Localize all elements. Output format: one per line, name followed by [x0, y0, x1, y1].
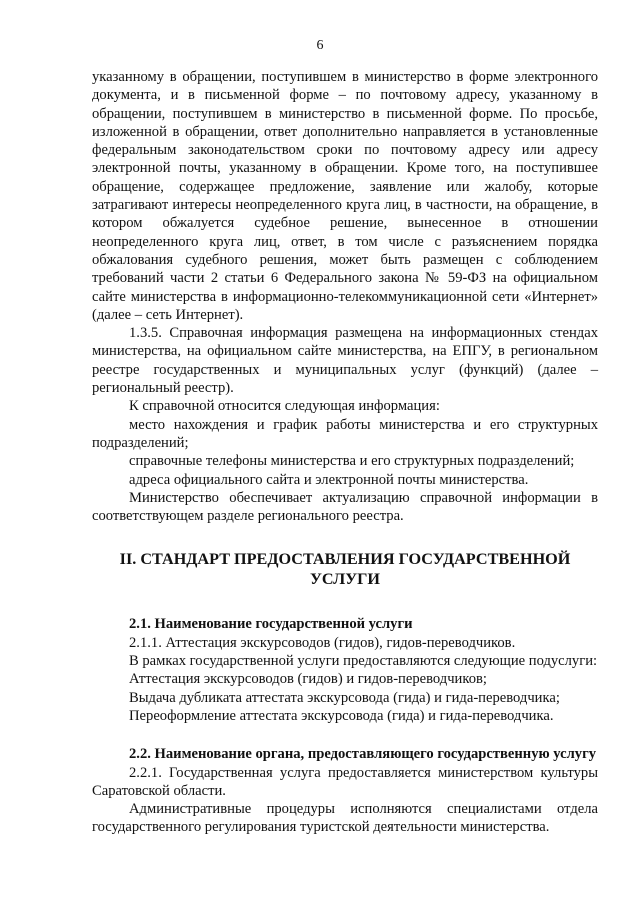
paragraph-reference-location: место нахождения и график работы министерства и его структурных подразделений;	[92, 416, 598, 451]
paragraph-actualization: Министерство обеспечивает актуализацию справочной информации в соответствующем разделе регионального реестра.	[92, 489, 598, 525]
paragraph-reference-intro: К справочной относится следующая информация:	[129, 398, 440, 415]
subsection-2-1-heading: 2.1. Наименование государственной услуги	[129, 616, 413, 633]
section-title: II. СТАНДАРТ ПРЕДОСТАВЛЕНИЯ ГОСУДАРСТВЕННОЙ УСЛУГИ	[119, 550, 571, 589]
list-item-duplicate: Выдача дубликата аттестата экскурсовода (гида) и гида-переводчика;	[129, 689, 560, 706]
paragraph-continuation: указанному в обращении, поступившем в министерство в форме электронного документа, и в письменной форме – по почтовому адресу, указанному в обращении, поступившем в министерство в письменной форме. По просьбе, изложенной в обращении, ответ дополнительно направляется в установленные федеральным законодательством сроки по почтовому адресу или адресу электронной почты, указанному в обращении. Кроме того, на поступившее обращение, содержащее предложение, заявление или жалобу, которые затрагивают интересы неопределенного круга лиц, в частности, на обращение, в котором обжалуется судебное решение, вынесенное в отношении неопределенного круга лиц, ответ, в том числе с разъяснением порядка обжалования судебного решения, может быть размещен с соблюдением требований части 2 статьи 6 Федерального закона № 59-ФЗ на официальном сайте министерства в информационно-телекоммуникационной сети «Интернет» (далее – сеть Интернет).	[92, 69, 598, 323]
paragraph-subservices-intro: В рамках государственной услуги предоставляются следующие подуслуги:	[129, 653, 598, 670]
paragraph-2-2-1: 2.2.1. Государственная услуга предоставляется министерством культуры Саратовской области.	[92, 764, 598, 799]
list-item-reissue: Переоформление аттестата экскурсовода (гида) и гида-переводчика.	[129, 707, 554, 724]
document-body	[92, 68, 598, 837]
paragraph-reference-addresses: адреса официального сайта и электронной почты министерства.	[129, 471, 529, 488]
page-number: 6	[316, 38, 324, 53]
paragraph-reference-phones: справочные телефоны министерства и его структурных подразделений;	[129, 453, 575, 470]
paragraph-2-1-1: 2.1.1. Аттестация экскурсоводов (гидов), гидов-переводчиков.	[129, 634, 516, 651]
paragraph-1-3-5: 1.3.5. Справочная информация размещена на информационных стендах министерства, на официальном сайте министерства, на ЕПГУ, в региональном реестре государственных и муниципальных услуг (функций) (далее – региональный реестр).	[92, 325, 598, 397]
paragraph-admin-procedures: Административные процедуры исполняются специалистами отдела государственного регулирования туристской деятельности министерства.	[92, 801, 598, 836]
list-item-attestation: Аттестация экскурсоводов (гидов) и гидов-переводчиков;	[129, 671, 487, 688]
subsection-2-2-heading: 2.2. Наименование органа, предоставляющего государственную услугу	[129, 746, 597, 763]
